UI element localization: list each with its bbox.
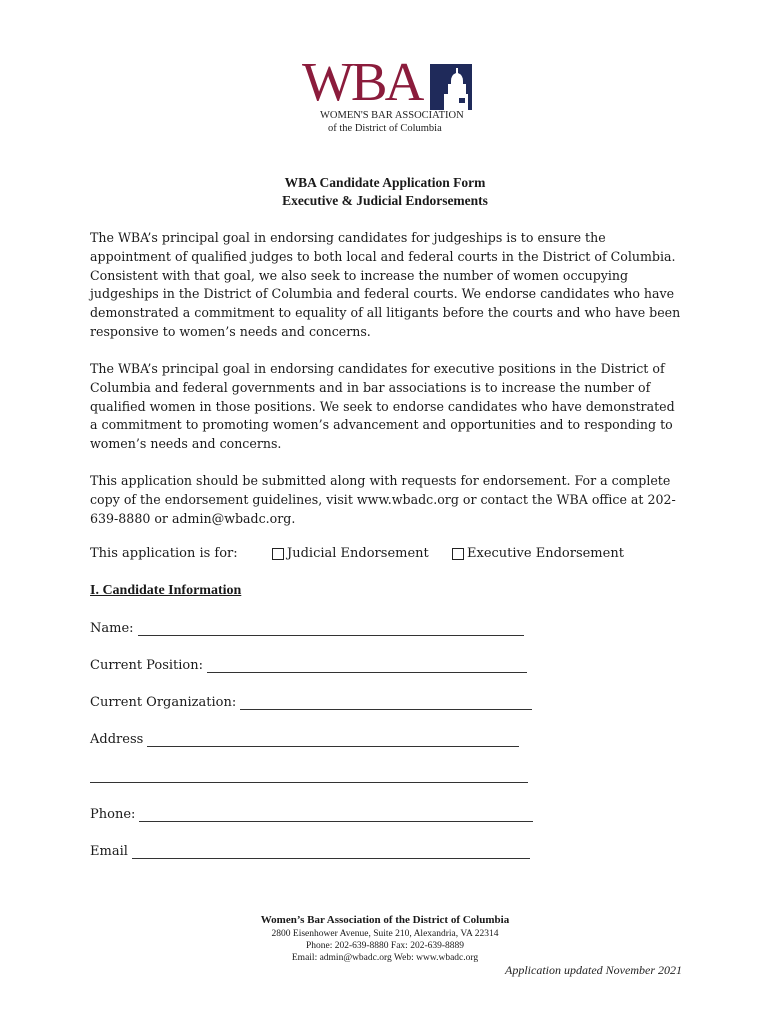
- footer-org-name: Women’s Bar Association of the District of Columbia: [260, 914, 510, 926]
- executive-endorsement-checkbox[interactable]: [452, 548, 464, 560]
- logo-wordmark: WBA: [302, 51, 422, 112]
- email-input-line[interactable]: [132, 846, 530, 859]
- current-organization-field: [90, 695, 532, 710]
- current-position-label: Current Position:: [90, 658, 204, 673]
- judicial-endorsement-option[interactable]: [272, 545, 429, 563]
- email-field: [90, 844, 530, 859]
- footer-phone-fax: Phone: 202-639-8880 Fax: 202-639-8889: [305, 941, 465, 951]
- name-field: [90, 621, 524, 636]
- current-organization-label: Current Organization:: [90, 695, 237, 710]
- logo-org-location: of the District of Columbia: [328, 123, 442, 134]
- candidate-information-heading: I. Candidate Information: [90, 583, 242, 598]
- address-second-input-line[interactable]: [90, 770, 528, 783]
- address-field: [90, 732, 519, 747]
- phone-label: Phone:: [90, 807, 136, 822]
- current-position-field: [90, 658, 527, 673]
- wba-logo: [300, 52, 472, 142]
- form-subtitle: Executive & Judicial Endorsements: [282, 193, 488, 208]
- executive-endorsement-label: Executive Endorsement: [467, 546, 624, 561]
- footer-address: 2800 Eisenhower Avenue, Suite 210, Alexandria, VA 22314: [271, 929, 499, 939]
- name-label: Name:: [90, 621, 134, 636]
- footer-email-web: Email: admin@wbadc.org Web: www.wbadc.org: [291, 953, 479, 963]
- phone-input-line[interactable]: [139, 809, 533, 822]
- judicial-endorsement-checkbox[interactable]: [272, 548, 284, 560]
- address-input-line[interactable]: [147, 734, 519, 747]
- submission-instructions-paragraph: This application should be submitted along with requests for endorsement. For a complete copy of the endorsement guidelines, visit www.wbadc.org or contact the WBA office at 202-639-8880 or admin@wbadc.org.: [90, 473, 676, 526]
- logo-org-name: WOMEN'S BAR ASSOCIATION: [320, 110, 464, 121]
- form-title: WBA Candidate Application Form: [284, 175, 486, 190]
- executive-goal-paragraph: The WBA’s principal goal in endorsing candidates for executive positions in the District of Columbia and federal governments and in bar associations is to increase the number of qualified women in those positions. We seek to endorse candidates who have demonstrated a commitment to promoting women’s advancement and opportunities and to responding to women’s needs and concerns.: [90, 361, 675, 452]
- current-organization-input-line[interactable]: [240, 697, 532, 710]
- phone-field: [90, 807, 533, 822]
- current-position-input-line[interactable]: [207, 660, 527, 673]
- address-label: Address: [90, 732, 144, 747]
- application-type-label: This application is for:: [90, 546, 238, 561]
- name-input-line[interactable]: [138, 623, 524, 636]
- judicial-goal-paragraph: The WBA’s principal goal in endorsing candidates for judgeships is to ensure the appointment of qualified judges to both local and federal courts in the District of Columbia. Consistent with that goal, we also seek to increase the number of women occupying judgeships in the District of Columbia and federal courts. We endorse candidates who have demonstrated a commitment to equality of all litigants before the courts and who have been responsive to women’s needs and concerns.: [90, 230, 681, 339]
- application-updated-note: Application updated November 2021: [505, 963, 682, 977]
- executive-endorsement-option[interactable]: [452, 545, 624, 563]
- address-second-line-field: [90, 770, 528, 783]
- email-label: Email: [90, 844, 128, 859]
- capitol-dome-icon: [430, 64, 472, 110]
- judicial-endorsement-label: Judicial Endorsement: [287, 546, 429, 561]
